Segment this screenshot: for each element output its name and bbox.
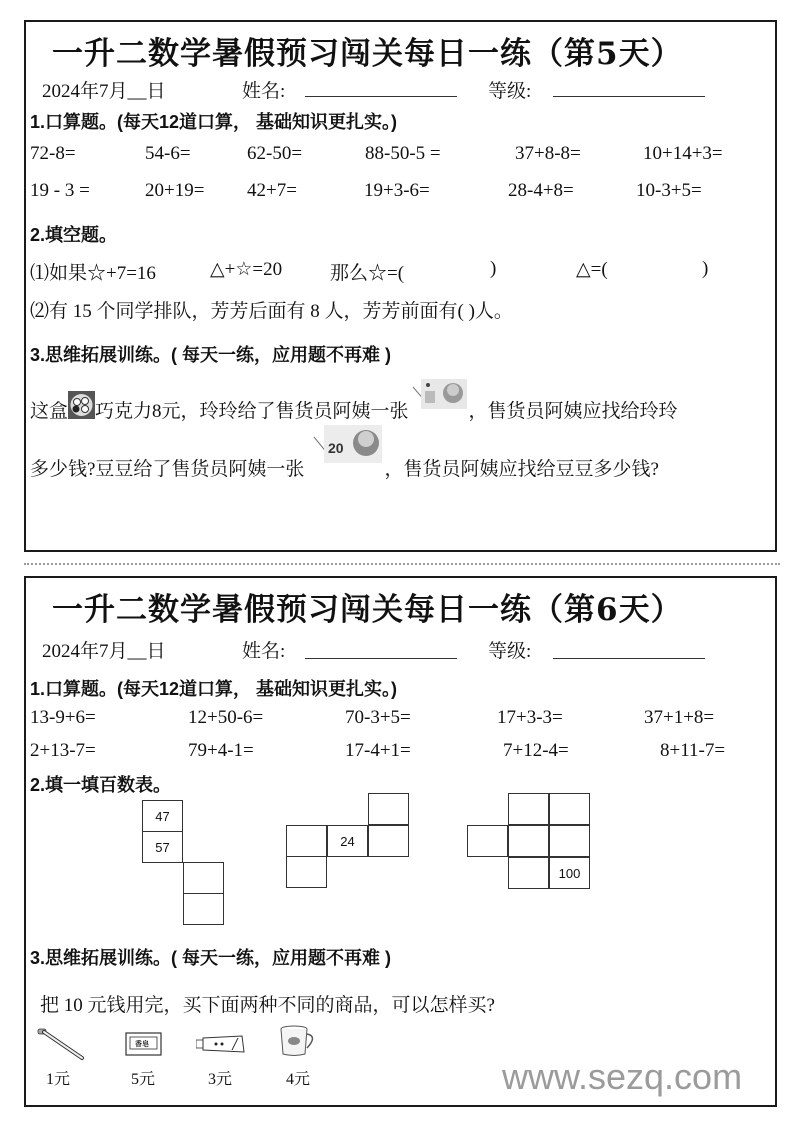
equation: 19 - 3 = — [30, 180, 90, 201]
hundred-chart-cell: 24 — [327, 825, 368, 857]
page-separator — [24, 563, 780, 565]
worksheet-title: 一升二数学暑假预习闯关每日一练（第6天） — [52, 592, 683, 628]
section-heading-word-problem: 3.思维拓展训练。( 每天一练，应用题不再难 ) — [30, 948, 392, 968]
hundred-chart-blank-cell[interactable] — [286, 856, 327, 888]
hundred-chart-blank-cell[interactable] — [508, 825, 549, 857]
svg-text:20: 20 — [328, 440, 345, 456]
grade-input-line[interactable] — [553, 78, 705, 97]
equation: 10-3+5= — [636, 180, 702, 201]
equation: 19+3-6= — [364, 180, 430, 201]
hundred-chart-blank-cell[interactable] — [508, 793, 549, 825]
equation: 28-4+8= — [508, 180, 574, 201]
name-input-line[interactable] — [305, 78, 457, 97]
equation: 10+14+3= — [643, 143, 723, 164]
equation: 37+1+8= — [644, 707, 715, 728]
hundred-chart-blank-cell[interactable] — [508, 857, 549, 889]
hundred-chart-blank-cell[interactable] — [368, 825, 409, 857]
fill-question-1-part2: △+☆=20 — [210, 259, 283, 280]
name-label: 姓名: — [242, 641, 286, 662]
word-problem-text: 这盒 — [30, 401, 69, 422]
equation: 17-4+1= — [345, 740, 411, 761]
equation: 17+3-3= — [497, 707, 563, 728]
toothbrush-icon — [36, 1026, 86, 1066]
equation: 88-50-5 = — [365, 143, 441, 164]
equation: 12+50-6= — [188, 707, 264, 728]
hundred-chart-blank-cell[interactable] — [183, 862, 224, 894]
equation: 2+13-7= — [30, 740, 96, 761]
svg-text:香皂: 香皂 — [135, 1040, 149, 1048]
section-heading-mental-math: 1.口算题。(每天12道口算， 基础知识更扎实。) — [30, 679, 398, 699]
equation: 54-6= — [145, 143, 191, 164]
price-label: 4元 — [286, 1071, 311, 1088]
hundred-chart-blank-cell[interactable] — [467, 825, 508, 857]
word-problem-text: ，售货员阿姨应找给豆豆多少钱? — [384, 459, 659, 480]
section-heading-mental-math: 1.口算题。(每天12道口算， 基础知识更扎实。) — [30, 112, 398, 132]
cup-icon — [278, 1024, 320, 1062]
fill-question-1: ⑴如果☆+7=16 — [30, 263, 156, 284]
worksheet-title: 一升二数学暑假预习闯关每日一练（第5天） — [52, 36, 683, 72]
equation: 7+12-4= — [503, 740, 569, 761]
word-problem-text: 巧克力8元，玲玲给了售货员阿姨一张 — [95, 401, 409, 422]
word-problem-text: ，售货员阿姨应找给玲玲 — [468, 401, 678, 422]
hundred-chart-blank-cell[interactable] — [183, 893, 224, 925]
fill-question-1-part4: △=( — [576, 259, 608, 280]
fill-question-1-part3: 那么☆=( — [330, 263, 405, 284]
name-input-line[interactable] — [305, 640, 457, 659]
watermark: www.sezq.com — [502, 1056, 743, 1097]
equation: 8+11-7= — [660, 740, 726, 761]
soap-icon — [125, 1031, 163, 1061]
answer-blank-close[interactable]: ) — [702, 258, 709, 279]
hundred-chart-blank-cell[interactable] — [549, 793, 590, 825]
price-label: 5元 — [131, 1071, 156, 1088]
equation: 70-3+5= — [345, 707, 411, 728]
grade-label: 等级: — [488, 641, 532, 662]
date-label: 2024年7月__日 — [42, 81, 166, 102]
equation: 72-8= — [30, 143, 76, 164]
hundred-chart-blank-cell[interactable] — [368, 793, 409, 825]
equation: 37+8-8= — [515, 143, 581, 164]
toothpaste-icon — [196, 1034, 246, 1058]
section-heading-fill-blank: 2.填空题。 — [30, 225, 118, 245]
equation: 62-50= — [247, 143, 303, 164]
price-label: 3元 — [208, 1071, 233, 1088]
section-heading-word-problem: 3.思维拓展训练。( 每天一练，应用题不再难 ) — [30, 345, 392, 365]
equation: 79+4-1= — [188, 740, 254, 761]
answer-blank-close[interactable]: ) — [490, 258, 497, 279]
name-label: 姓名: — [242, 81, 286, 102]
banknote-20-yuan-icon — [304, 425, 384, 465]
hundred-chart-blank-cell[interactable] — [549, 825, 590, 857]
hundred-chart-cell: 100 — [549, 857, 590, 889]
grade-input-line[interactable] — [553, 640, 705, 659]
word-problem-text: 多少钱?豆豆给了售货员阿姨一张 — [30, 459, 305, 480]
word-problem-question: 把 10 元钱用完，买下面两种不同的商品，可以怎样买? — [40, 995, 495, 1016]
banknote-10-yuan-icon — [409, 376, 469, 408]
word-problem-line-2 — [30, 425, 659, 500]
grade-label: 等级: — [488, 81, 532, 102]
hundred-chart-cell: 57 — [142, 831, 183, 863]
equation: 13-9+6= — [30, 707, 96, 728]
hundred-chart-cell: 47 — [142, 800, 183, 832]
chocolate-box-icon — [68, 384, 95, 412]
fill-question-2: ⑵有 15 个同学排队，芳芳后面有 8 人，芳芳前面有( )人。 — [30, 301, 513, 322]
section-heading-hundred-chart: 2.填一填百数表。 — [30, 775, 172, 795]
hundred-chart-blank-cell[interactable] — [286, 825, 327, 857]
date-label: 2024年7月__日 — [42, 641, 166, 662]
equation: 42+7= — [247, 180, 297, 201]
equation: 20+19= — [145, 180, 205, 201]
price-label: 1元 — [46, 1071, 71, 1088]
